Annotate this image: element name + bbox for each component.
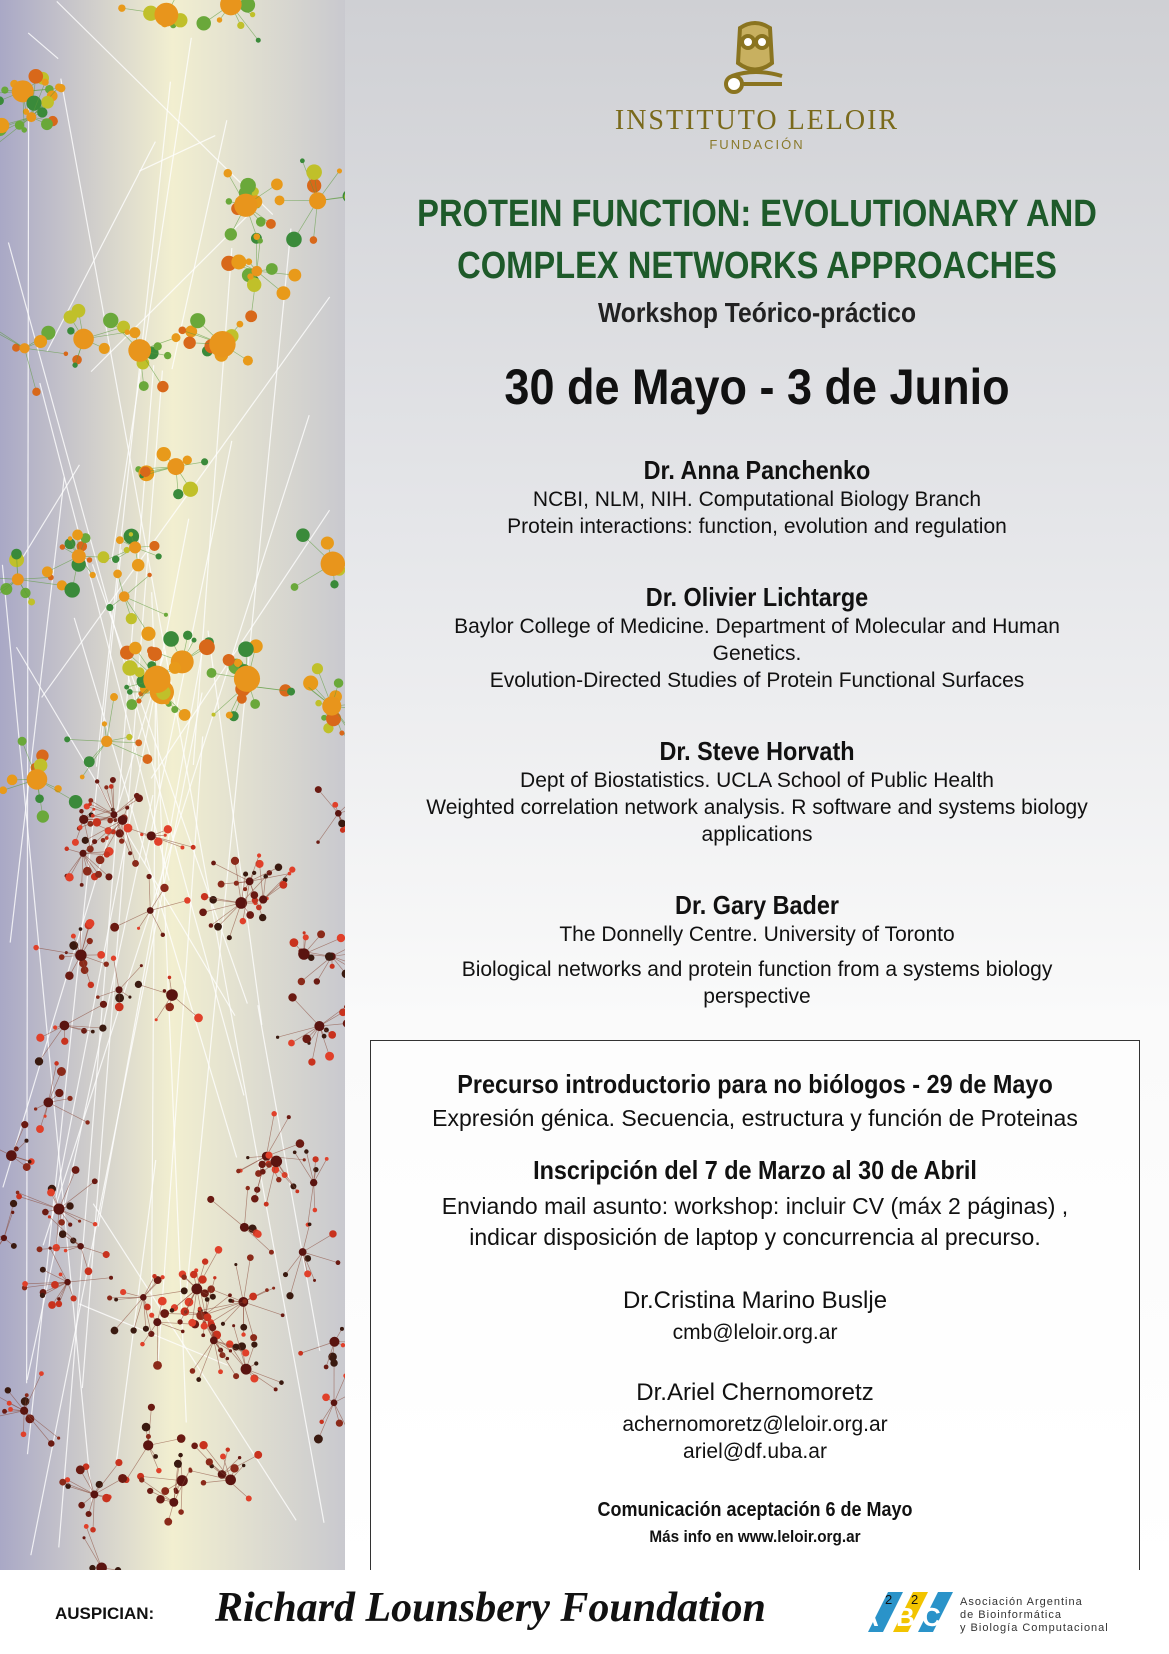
speaker-horvath (345, 736, 1169, 848)
institution-name: INSTITUTO LELOIR (614, 105, 900, 136)
contact-2-name: Dr.Ariel Chernomoretz (636, 1379, 874, 1406)
a2b2c-name (960, 1596, 1109, 1635)
precurso-text: Expresión génica. Secuencia, estructura y función de Proteinas (432, 1105, 1078, 1131)
svg-text:2: 2 (885, 1592, 893, 1607)
workshop-title (403, 188, 1112, 292)
a2b2c-name-line-3: y Biología Computacional (960, 1622, 1109, 1634)
contact-1-name: Dr.Cristina Marino Buslje (622, 1287, 888, 1314)
inscripcion-line-2: indicar disposición de laptop y concurrencia al precurso. (469, 1224, 1041, 1250)
svg-text:C: C (922, 1602, 941, 1632)
precurso-title: Precurso introductorio para no biólogos - 29 de Mayo (457, 1069, 1053, 1099)
speaker-panchenko (345, 455, 1169, 540)
speaker-affiliation: NCBI, NLM, NIH. Computational Biology Branch (532, 488, 982, 511)
workshop-subtitle: Workshop Teórico-práctico (597, 297, 917, 328)
a2b2c-name-line-2: de Bioinformática (960, 1609, 1062, 1621)
a2b2c-name-line-1: Asociación Argentina (960, 1596, 1083, 1608)
speaker-name: Dr. Gary Bader (675, 890, 839, 920)
title-line-1: PROTEIN FUNCTION: EVOLUTIONARY AND (417, 193, 1097, 235)
speaker-name: Dr. Anna Panchenko (643, 455, 871, 485)
contact-1-email[interactable]: cmb@leloir.org.ar (672, 1321, 838, 1344)
svg-text:B: B (896, 1602, 915, 1632)
sponsor-lounsbery: Richard Lounsbery Foundation (215, 1585, 766, 1631)
registration-info-box (370, 1040, 1140, 1574)
workshop-dates: 30 de Mayo - 3 de Junio (504, 359, 1010, 415)
speaker-name: Dr. Steve Horvath (659, 736, 855, 766)
contact-2-email-2[interactable]: ariel@df.uba.ar (683, 1440, 827, 1463)
contact-2-email-1[interactable]: achernomoretz@leloir.org.ar (622, 1413, 888, 1436)
institution-subtitle: FUNDACIÓN (709, 137, 805, 152)
title-line-2: COMPLEX NETWORKS APPROACHES (457, 245, 1057, 287)
speaker-talk-cont: perspective (703, 985, 811, 1008)
owl-logo-icon (720, 18, 790, 100)
speaker-bader (345, 890, 1169, 1010)
acceptance-date: Comunicación aceptación 6 de Mayo (597, 1499, 913, 1521)
speaker-lichtarge (345, 582, 1169, 694)
speaker-affiliation-cont: Genetics. (712, 642, 802, 665)
svg-text:2: 2 (911, 1592, 919, 1607)
speaker-affiliation: Dept of Biostatistics. UCLA School of Public Health (520, 769, 994, 792)
speaker-talk: Weighted correlation network analysis. R software and systems biology (426, 796, 1088, 819)
inscripcion-title: Inscripción del 7 de Marzo al 30 de Abril (533, 1155, 977, 1185)
a2b2c-logo-icon (848, 1582, 958, 1642)
speaker-talk: Biological networks and protein function from a systems biology (461, 958, 1053, 981)
more-info-link[interactable]: Más info en www.leloir.org.ar (649, 1527, 861, 1546)
sponsors-footer (0, 1570, 1169, 1654)
speaker-talk: Protein interactions: function, evolution and regulation (507, 515, 1007, 538)
speaker-name: Dr. Olivier Lichtarge (645, 582, 869, 612)
speaker-affiliation: Baylor College of Medicine. Department of Molecular and Human (454, 615, 1060, 638)
svg-text:A: A (860, 1602, 879, 1632)
speaker-talk: Evolution-Directed Studies of Protein Functional Surfaces (489, 669, 1025, 692)
speaker-affiliation: The Donnelly Centre. University of Toronto (559, 923, 955, 946)
auspician-label: AUSPICIAN: (55, 1604, 155, 1623)
inscripcion-line-1: Enviando mail asunto: workshop: incluir CV (máx 2 páginas) , (441, 1193, 1069, 1219)
speaker-talk-cont: applications (701, 823, 813, 846)
network-artwork (0, 0, 345, 1570)
